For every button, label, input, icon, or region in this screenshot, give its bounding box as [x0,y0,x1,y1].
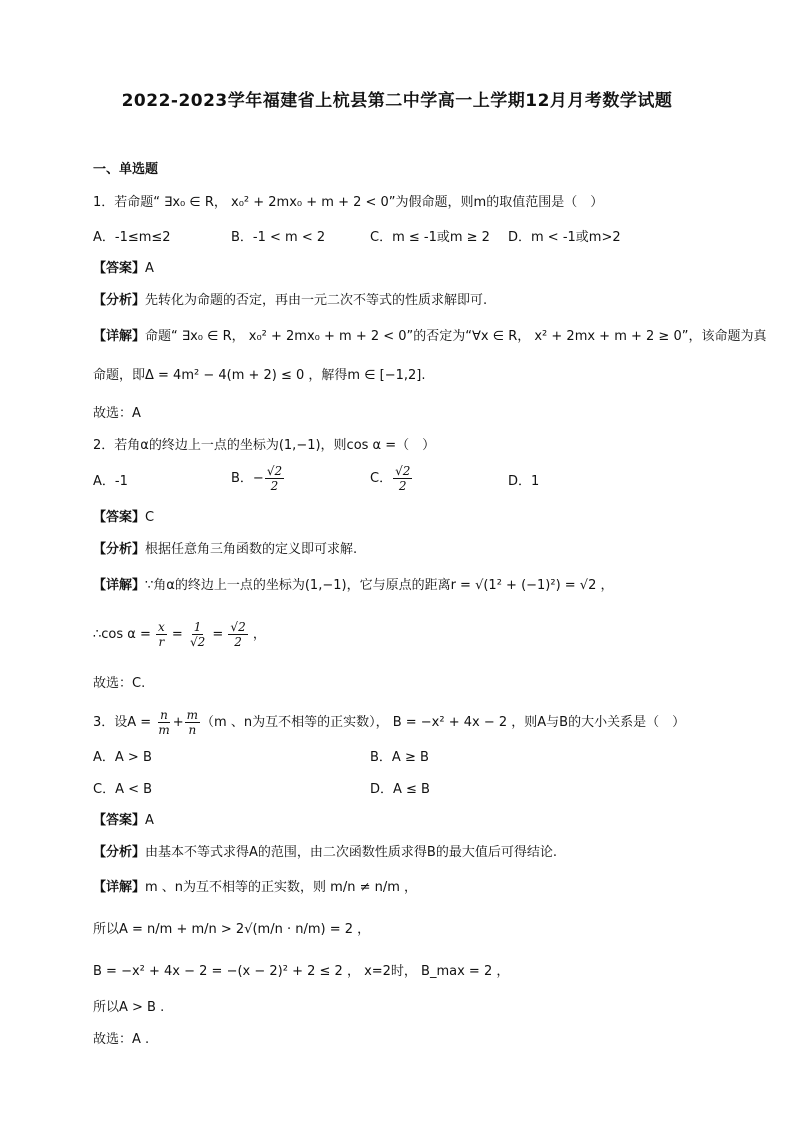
fraction-numerator: m [186,708,199,722]
q2-answer [93,508,154,528]
analysis-tag: 【分析】 [93,845,146,860]
q2-option-b [231,464,285,493]
analysis-tag: 【分析】 [93,542,146,557]
analysis-tag: 【分析】 [93,293,146,308]
option-label: C． [370,471,393,486]
q3-option-a: A．A > B [93,750,152,765]
q1-option-a: A．-1≤m≤2 [93,230,171,245]
q3-detail-2: 所以A = n/m + m/n > 2√(m/n · n/m) = 2 ， [93,922,371,937]
answer-value: C [145,510,155,525]
q1-detail-1 [93,327,766,347]
fraction-denominator: m [158,723,170,737]
q1-option-b: B．-1 < m < 2 [231,230,326,245]
answer-value: A [145,813,154,828]
detail-text: m 、n为互不相等的正实数，则 m/n ≠ n/m ， [145,880,418,895]
q3-stem: 3．设A = $\frac{n}{m}$ + $\frac{m}{n}$ （m 、n为互不相等的正实数）， B = −x² + 4x − 2 ，则A与B的大小关系是（ ） [93,708,686,737]
q3-detail-1 [93,878,417,898]
option-label: B．− [231,471,264,486]
stem-rest: （m 、n为互不相等的正实数）， B = −x² + 4x − 2 ，则A与B的大小关系是（ ） [201,715,686,730]
detail-tag: 【详解】 [93,880,146,895]
fraction [265,464,284,493]
fraction-denominator: 2 [270,479,279,493]
fraction-numerator: √2 [395,464,411,478]
analysis-text: 根据任意角三角函数的定义即可求解. [145,542,358,557]
fraction-denominator: n [188,723,197,737]
q2-option-a: A．-1 [93,474,128,489]
q3-choose: 故选：A . [93,1032,150,1047]
fraction-numerator: n [160,708,168,722]
q1-choose: 故选：A [93,406,141,421]
analysis-text: 由基本不等式求得A的范围，由二次函数性质求得B的最大值后可得结论. [145,845,557,860]
fraction [156,620,167,649]
q2-choose: 故选：C. [93,676,146,691]
fraction-numerator: x [158,620,165,634]
fraction-numerator: 1 [193,620,202,634]
q2-analysis [93,540,357,560]
fraction-denominator: 2 [234,635,242,649]
detail-tag: 【详解】 [93,329,146,344]
fraction [393,464,412,493]
q3-analysis [93,843,557,863]
q3-answer [93,811,154,831]
fraction-numerator: √2 [230,620,246,634]
fraction-denominator: √2 [189,635,206,649]
answer-tag: 【答案】 [93,510,146,525]
fraction-numerator: √2 [266,464,283,478]
q2-option-d: D．1 [508,474,540,489]
q2-option-c [370,464,413,493]
q1-stem: 1．若命题“ ∃x₀ ∈ R， x₀² + 2mx₀ + m + 2 < 0”为假命题，则m的取值范围是（ ） [93,195,604,210]
q1-answer [93,259,154,279]
fraction [228,620,247,649]
q1-option-d: D．m < -1或m>2 [508,230,621,245]
fraction-denominator: 2 [398,479,407,493]
fraction [188,620,207,649]
page-title: 2022-2023学年福建省上杭县第二中学高一上学期12月月考数学试题 [121,91,673,111]
q2-detail-1 [93,576,614,596]
fraction-denominator: r [158,635,165,649]
q2-stem: 2．若角α的终边上一点的坐标为(1,−1)，则cos α =（ ） [93,438,436,453]
answer-tag: 【答案】 [93,261,146,276]
q3-option-c: C．A < B [93,782,153,797]
detail-prefix: ∴cos α = [93,627,151,642]
q2-detail-2: ∴cos α = $\frac{x}{r}$ = $\frac{1}{√2}$ = $\frac{√2}{2}$ ， [93,620,266,649]
detail-text: 命题“ ∃x₀ ∈ R， x₀² + 2mx₀ + m + 2 < 0”的否定为“∀x ∈ R， x² + 2mx + m + 2 ≥ 0”，该命题为真 [145,329,767,344]
q1-detail-2: 命题，即Δ = 4m² − 4(m + 2) ≤ 0 ，解得m ∈ [−1,2]. [93,368,426,383]
fraction [156,708,171,737]
answer-value: A [145,261,154,276]
q3-detail-4: 所以A > B . [93,1000,165,1015]
q1-analysis [93,291,487,311]
q3-option-d: D．A ≤ B [370,782,430,797]
q3-option-b: B．A ≥ B [370,750,429,765]
analysis-text: 先转化为命题的否定，再由一元二次不等式的性质求解即可. [145,293,488,308]
section-heading: 一、单选题 [93,162,159,177]
stem-prefix: 3．设A = [93,715,152,730]
detail-text: ∵角α的终边上一点的坐标为(1,−1)，它与原点的距离r = √(1² + (−1)²) = √2 ， [145,578,614,593]
fraction [185,708,200,737]
q3-detail-3: B = −x² + 4x − 2 = −(x − 2)² + 2 ≤ 2 ， x=2时， B_max = 2 ， [93,964,510,979]
detail-tag: 【详解】 [93,578,146,593]
answer-tag: 【答案】 [93,813,146,828]
q1-option-c: C．m ≤ -1或m ≥ 2 [370,230,490,245]
